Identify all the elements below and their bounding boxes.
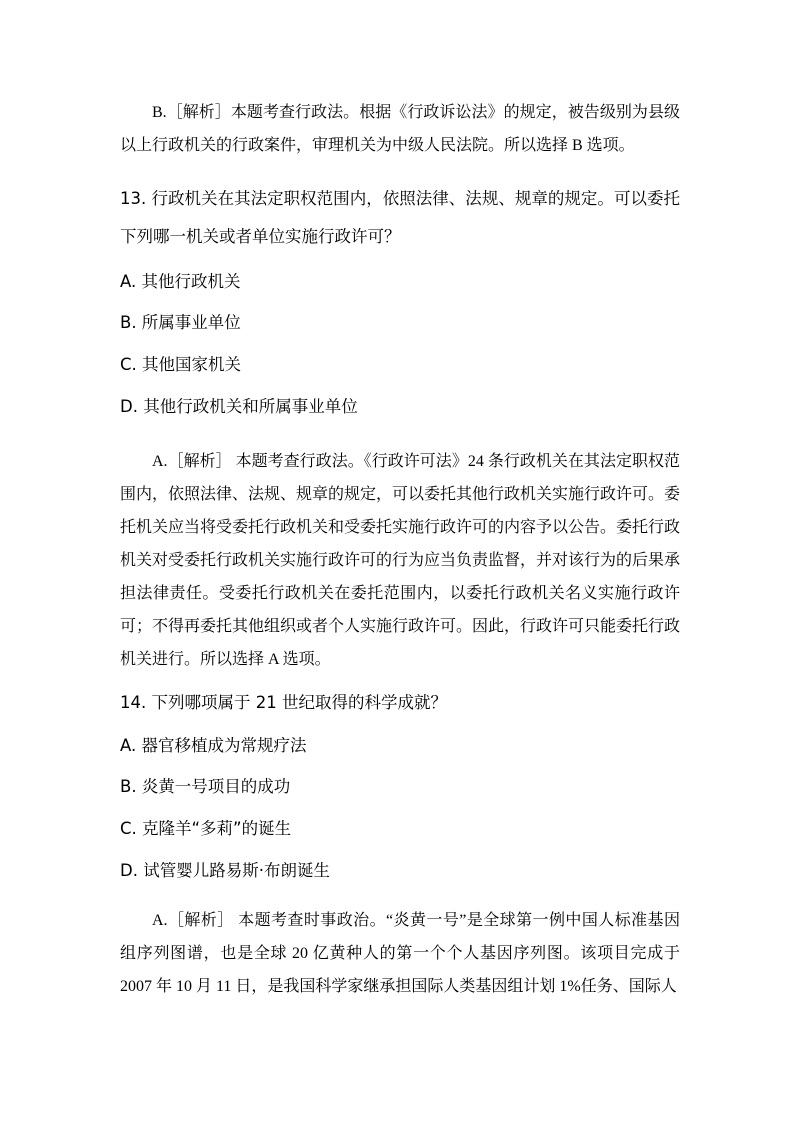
answer-explanation-13: A.［解析］ 本题考查行政法。《行政许可法》24 条行政机关在其法定职权范围内，依照法律、法规、规章的规定，可以委托其他行政机关实施行政许可。委托机关应当将受委托行政机关和受委托实施行政许可的内容予以公告。委托行政机关对受委托行政机关实施行政许可的行为应当负责监督，并对该行为的后果承担法律责任。受委托行政机关在委托范围内，以委托行政机关名义实施行政许可；不得再委托其他组织或者个人实施行政许可。因此，行政许可只能委托行政机关进行。所以选择 A 选项。 bbox=[120, 453, 681, 668]
q14-option-b: B. 炎黄一号项目的成功 bbox=[120, 777, 291, 796]
q14-option-c: C. 克隆羊“多莉”的诞生 bbox=[120, 819, 292, 838]
q13-option-b: B. 所属事业单位 bbox=[120, 313, 241, 332]
q13-option-c: C. 其他国家机关 bbox=[120, 355, 242, 374]
question-13: 13. 行政机关在其法定职权范围内，依照法律、法规、规章的规定。可以委托下列哪一机关或者单位实施行政许可？ bbox=[120, 189, 680, 246]
answer-explanation-14: A.［解析］ 本题考查时事政治。“炎黄一号”是全球第一例中国人标准基因组序列图谱，也是全球 20 亿黄种人的第一个个人基因序列图。该项目完成于 2007 年 10 月 11 日，是我国科学家继承担国际人类基因组计划 1%任务、国际人 bbox=[120, 912, 680, 995]
question-14: 14. 下列哪项属于 21 世纪取得的科学成就？ bbox=[120, 693, 447, 712]
q13-option-a: A. 其他行政机关 bbox=[120, 272, 241, 291]
answer-explanation-12: B.［解析］本题考查行政法。根据《行政诉讼法》的规定，被告级别为县级以上行政机关的行政案件，审理机关为中级人民法院。所以选择 B 选项。 bbox=[120, 104, 680, 154]
q13-option-d: D. 其他行政机关和所属事业单位 bbox=[120, 397, 358, 416]
q14-option-a: A. 器官移植成为常规疗法 bbox=[120, 736, 307, 755]
q14-option-d: D. 试管婴儿路易斯·布朗诞生 bbox=[120, 861, 330, 880]
